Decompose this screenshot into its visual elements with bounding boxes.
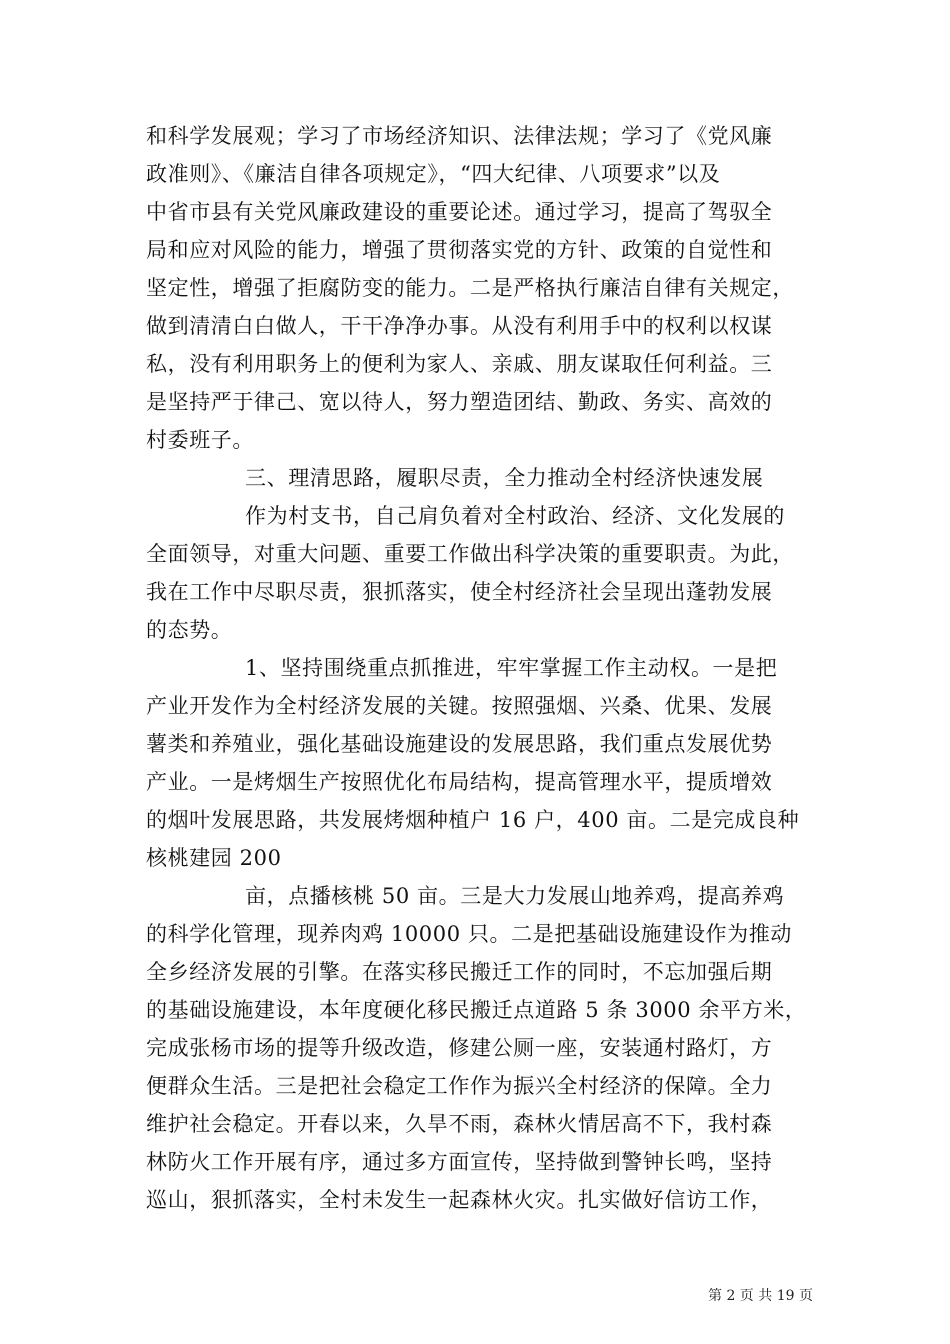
body-text-line: 的基础设施建设，本年度硬化移民搬迁点道路 5 条 3000 余平方米， — [146, 998, 807, 1022]
body-text-line: 和科学发展观；学习了市场经济知识、法律法规；学习了《党风廉 — [146, 124, 773, 148]
body-text-line: 作为村支书，自己肩负着对全村政治、经济、文化发展的 — [245, 504, 785, 528]
body-text-line: 核桃建园 200 — [146, 846, 282, 870]
body-text-line: 1、坚持围绕重点抓推进，牢牢掌握工作主动权。一是把 — [245, 656, 778, 680]
body-text-line: 完成张杨市场的提等升级改造，修建公厕一座，安装通村路灯，方 — [146, 1036, 773, 1060]
body-text-line: 做到清清白白做人，干干净净办事。从没有利用手中的权利以权谋 — [146, 314, 773, 338]
body-text-line: 维护社会稳定。开春以来，久旱不雨，森林火情居高不下，我村森 — [146, 1112, 773, 1136]
body-text-line: 的烟叶发展思路，共发展烤烟种植户 16 户，400 亩。二是完成良种 — [146, 808, 800, 832]
body-text-line: 是坚持严于律己、宽以待人，努力塑造团结、勤政、务实、高效的 — [146, 390, 773, 414]
body-text-line: 全乡经济发展的引擎。在落实移民搬迁工作的同时，不忘加强后期 — [146, 960, 773, 984]
page-number-footer: 第 2 页 共 19 页 — [708, 1288, 813, 1304]
body-text-line: 的科学化管理，现养肉鸡 10000 只。二是把基础设施建设作为推动 — [146, 922, 792, 946]
body-text-line: 局和应对风险的能力，增强了贯彻落实党的方针、政策的自觉性和 — [146, 238, 773, 262]
body-text-line: 坚定性，增强了拒腐防变的能力。二是严格执行廉洁自律有关规定， — [146, 276, 794, 300]
body-text-line: 村委班子。 — [146, 428, 254, 452]
body-text-line: 私，没有利用职务上的便利为家人、亲戚、朋友谋取任何利益。三 — [146, 352, 773, 376]
body-text-line: 的态势。 — [146, 618, 233, 642]
body-text-line: 中省市县有关党风廉政建设的重要论述。通过学习，提高了驾驭全 — [146, 200, 773, 224]
body-text-line: 全面领导，对重大问题、重要工作做出科学决策的重要职责。为此， — [146, 542, 794, 566]
body-text-line: 政准则》、《廉洁自律各项规定》，“四大纪律、八项要求”以及 — [146, 162, 721, 186]
body-text-line: 便群众生活。三是把社会稳定工作作为振兴全村经济的保障。全力 — [146, 1074, 773, 1098]
section-heading: 三、理清思路，履职尽责，全力推动全村经济快速发展 — [245, 466, 764, 490]
body-text-line: 亩，点播核桃 50 亩。三是大力发展山地养鸡，提高养鸡 — [245, 884, 785, 908]
body-text-line: 产业开发作为全村经济发展的关键。按照强烟、兴桑、优果、发展 — [146, 694, 773, 718]
body-text-line: 我在工作中尽职尽责，狠抓落实，使全村经济社会呈现出蓬勃发展 — [146, 580, 773, 604]
body-text-line: 林防火工作开展有序，通过多方面宣传，坚持做到警钟长鸣，坚持 — [146, 1150, 773, 1174]
body-text-line: 薯类和养殖业，强化基础设施建设的发展思路，我们重点发展优势 — [146, 732, 773, 756]
body-text-line: 巡山，狠抓落实，全村未发生一起森林火灾。扎实做好信访工作， — [146, 1188, 773, 1212]
body-text-line: 产业。一是烤烟生产按照优化布局结构，提高管理水平，提质增效 — [146, 770, 773, 794]
